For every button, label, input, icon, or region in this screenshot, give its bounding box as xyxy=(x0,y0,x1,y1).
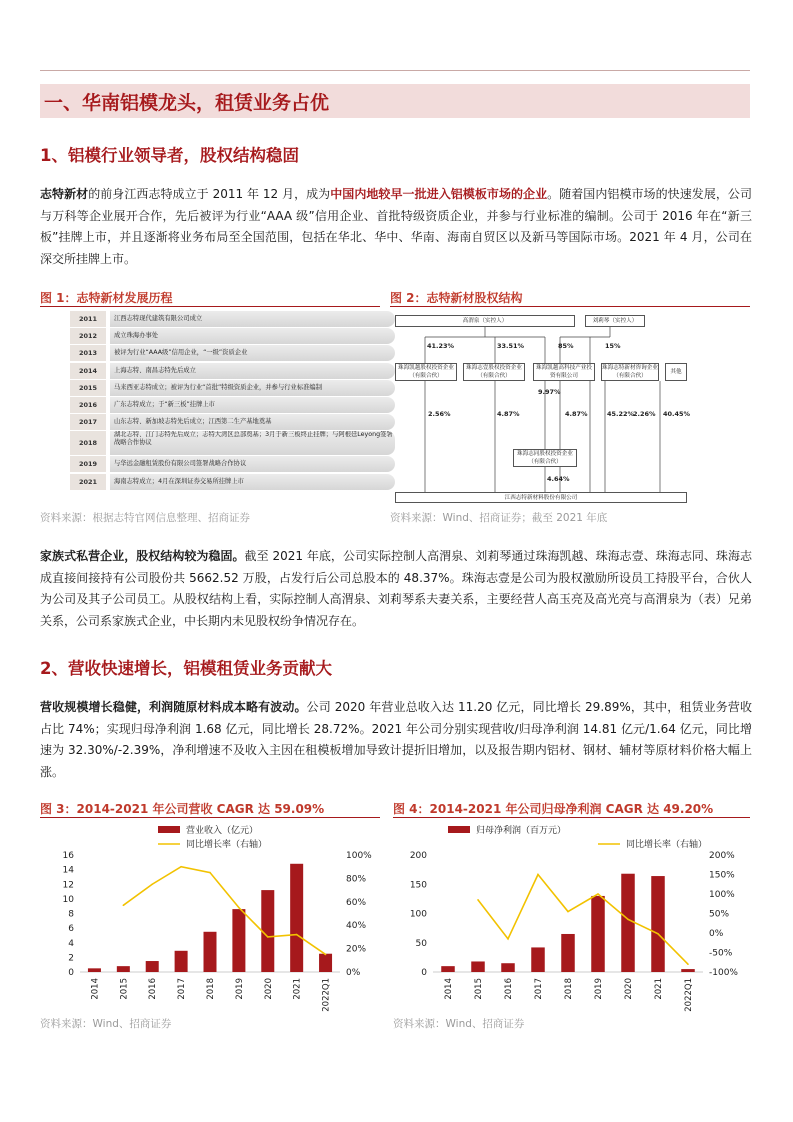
x-tick: 2021 xyxy=(292,978,303,1000)
bar-2021 xyxy=(651,876,665,972)
y-right-tick: 40% xyxy=(346,921,367,932)
fig2-rule xyxy=(390,306,750,307)
timeline-year: 2014 xyxy=(70,363,106,379)
y-left-tick: 10 xyxy=(62,894,74,905)
x-tick: 2022Q1 xyxy=(321,978,332,1012)
box-consult: 珠海志特新材咨询企业（有限合伙） xyxy=(602,365,658,379)
legend-swatch-bar xyxy=(158,826,180,833)
y-left-tick: 14 xyxy=(62,865,74,876)
y-left-tick: 200 xyxy=(409,851,427,861)
section-title: 一、华南铝模龙头，租赁业务占优 xyxy=(44,92,330,114)
bar-2019 xyxy=(591,896,605,972)
timeline-event: 江西志特现代建筑有限公司成立 xyxy=(110,311,395,327)
timeline-year: 2012 xyxy=(70,328,106,344)
timeline-year: 2019 xyxy=(70,456,106,472)
legend-label-line: 同比增长率（右轴） xyxy=(626,840,708,850)
x-tick: 2015 xyxy=(119,978,130,1000)
bar-2014 xyxy=(88,968,101,972)
timeline-event: 上海志特、南昌志特先后成立 xyxy=(110,363,395,379)
paragraph-ownership xyxy=(40,546,752,632)
y-right-tick: 20% xyxy=(346,944,367,955)
y-right-tick: 50% xyxy=(709,909,730,920)
x-tick: 2017 xyxy=(177,978,188,1000)
timeline-row xyxy=(70,345,370,362)
paragraph-revenue xyxy=(40,697,752,783)
timeline-event: 马来西亚志特成立；被评为行业“首批”特级资质企业，并参与行业标准编制 xyxy=(110,380,395,396)
growth-point-2017 xyxy=(180,866,182,868)
intro-highlight: 中国内地较早一批进入铝模板市场的企业 xyxy=(330,187,548,201)
growth-point-2021 xyxy=(657,933,659,935)
paragraph-intro xyxy=(40,184,752,270)
x-tick: 2015 xyxy=(474,978,484,1000)
bar-2019 xyxy=(232,909,245,972)
bar-2020 xyxy=(621,874,635,972)
box-kaiyue: 珠海凯越股权投资企业（有限合伙） xyxy=(395,363,457,381)
timeline-event: 山东志特、新加坡志特先后成立；江西第二生产基地奠基 xyxy=(110,414,395,430)
timeline-event: 广东志特成立；于“新三板”挂牌上市 xyxy=(110,397,395,413)
x-tick: 2014 xyxy=(90,978,101,1000)
x-tick: 2019 xyxy=(594,978,604,1000)
timeline-row xyxy=(70,431,393,456)
x-tick: 2018 xyxy=(564,978,574,1000)
y-right-tick: 80% xyxy=(346,874,367,885)
y-left-tick: 50 xyxy=(415,938,427,949)
box-gao: 高渭泉（实控人） xyxy=(395,315,575,327)
equity-diagram xyxy=(395,309,690,505)
y-left-tick: 16 xyxy=(62,851,74,861)
revenue-lead: 营收规模增长稳健，利润随原材料成本略有波动。 xyxy=(40,700,307,714)
growth-point-2015 xyxy=(477,899,479,901)
legend-label-bar: 归母净利润（百万元） xyxy=(476,826,567,836)
intro-text-1: 的前身江西志特成立于 2011 年 12 月，成为 xyxy=(88,187,331,201)
timeline-year: 2013 xyxy=(70,345,106,361)
ownership-lead: 家族式私营企业，股权结构较为稳固。 xyxy=(40,549,245,563)
subsection-title-1: 1、铝模行业领导者，股权结构稳固 xyxy=(40,146,299,165)
y-right-tick: 100% xyxy=(709,890,735,900)
section-heading xyxy=(40,84,750,118)
pct-41: 41.23% xyxy=(427,342,455,350)
timeline-year: 2016 xyxy=(70,397,106,413)
revenue-chart xyxy=(40,822,385,1012)
growth-point-2017 xyxy=(537,874,539,876)
box-company: 江西志特新材料股份有限公司 xyxy=(395,492,687,503)
bar-2021 xyxy=(290,864,303,972)
pct-85: 85% xyxy=(558,342,574,350)
timeline-row xyxy=(70,474,370,491)
fig2-source: 资料来源：Wind、招商证券；截至 2021 年底 xyxy=(390,512,608,524)
timeline-event: 湖北志特、江门志特先后成立；志特大湾区总部奠基；3月于新三板终止挂牌；与阿根廷Leyong签署战略合作协议 xyxy=(110,431,395,455)
x-tick: 2019 xyxy=(234,978,245,1000)
box-liu: 刘莉琴（实控人） xyxy=(585,315,645,327)
timeline-row xyxy=(70,397,370,414)
x-tick: 2017 xyxy=(534,978,544,1000)
timeline-event: 成立珠海办事处 xyxy=(110,328,395,344)
bar-2014 xyxy=(441,966,455,972)
x-tick: 2016 xyxy=(148,978,159,1000)
box-zhitong: 珠海志同股权投资企业（有限合伙） xyxy=(513,449,577,467)
legend-swatch-bar xyxy=(448,826,470,833)
intro-text-2: 。随着国内铝模市场的快速发展，公司与万科等企业展开合作，先后被评为行业“AAA 级”信用企业、首批特级资质企业，并参与行业标准的编制。公司于 2016 年在“新三板”挂牌上市，并且逐渐将业务布局至全国范围，包括在华北、华中、华南、海南自贸区以及新马等国际市场。2021 年 4 月，公司在深交所挂牌上市。 xyxy=(40,187,752,266)
fig2-title: 图 2：志特新材股权结构 xyxy=(390,291,523,305)
growth-point-2016 xyxy=(151,883,153,885)
fig3-source: 资料来源：Wind、招商证券 xyxy=(40,1018,172,1030)
pct-487-a: 4.87% xyxy=(497,410,520,418)
y-right-tick: 0% xyxy=(346,968,361,978)
timeline-row xyxy=(70,311,370,328)
y-left-tick: 150 xyxy=(409,880,427,891)
box-zhiyi: 珠海志壹股权投资企业（有限合伙） xyxy=(463,363,525,381)
bar-2017 xyxy=(531,947,545,972)
company-name: 志特新材 xyxy=(40,187,89,201)
pct-4045: 40.45% xyxy=(663,410,691,418)
timeline-row xyxy=(70,456,370,473)
fig3-rule xyxy=(40,817,380,818)
y-right-tick: -100% xyxy=(709,968,738,978)
bar-2016 xyxy=(146,961,159,972)
timeline xyxy=(70,311,393,491)
fig1-rule xyxy=(40,306,380,307)
x-tick: 2018 xyxy=(206,978,216,1000)
x-tick: 2020 xyxy=(624,978,634,1000)
fig3-title: 图 3：2014-2021 年公司营收 CAGR 达 59.09% xyxy=(40,802,325,816)
pct-256: 2.56% xyxy=(428,410,451,418)
growth-point-2022Q1 xyxy=(687,963,689,965)
box-other: 其他 xyxy=(665,363,687,381)
fig4-rule xyxy=(393,817,750,818)
legend-label-bar: 营业收入（亿元） xyxy=(186,826,259,836)
timeline-row xyxy=(70,328,370,345)
timeline-year: 2018 xyxy=(70,431,106,455)
timeline-event: 与华远金融租赁股份有限公司签署战略合作协议 xyxy=(110,456,395,472)
y-right-tick: 0% xyxy=(709,929,724,939)
bar-2018 xyxy=(561,934,575,972)
fig1-source: 资料来源：根据志特官网信息整理、招商证券 xyxy=(40,512,250,524)
y-left-tick: 0 xyxy=(68,968,74,978)
growth-point-2021 xyxy=(296,934,298,936)
growth-point-2020 xyxy=(267,936,269,938)
bar-2022Q1 xyxy=(319,954,332,972)
fig1-title: 图 1：志特新材发展历程 xyxy=(40,291,173,305)
y-right-tick: 60% xyxy=(346,897,367,908)
ownership-text: 截至 2021 年底，公司实际控制人高渭泉、刘莉琴通过珠海凯越、珠海志壹、珠海志同、珠海志成直接间接持有公司股份共 5662.52 万股，占发行后公司总股本的 48.37%。珠海志壹是公司为股权激励所设员工持股平台，合伙人为公司及其子公司员工。从股权结构上看，实际控制人高渭泉、刘莉琴系夫妻关系，主要经营人高玉亮及高光亮与高渭泉为（表）兄弟关系，公司系家族式企业，中长期内未见股权纷争情况存在。 xyxy=(40,549,752,628)
y-left-tick: 2 xyxy=(68,953,74,964)
x-tick: 2020 xyxy=(263,978,274,1000)
timeline-event: 被评为行业“AAA级”信用企业，“一级”资质企业 xyxy=(110,345,395,361)
y-right-tick: 200% xyxy=(709,851,735,861)
y-left-tick: 8 xyxy=(68,909,74,920)
fig4-title: 图 4：2014-2021 年公司归母净利润 CAGR 达 49.20% xyxy=(393,802,714,816)
timeline-row xyxy=(70,414,370,431)
fig4-source: 资料来源：Wind、招商证券 xyxy=(393,1018,525,1030)
revenue-text: 公司 2020 年营业总收入达 11.20 亿元，同比增长 29.89%，其中，租赁业务营收占比 74%；实现归母净利润 1.68 亿元，同比增长 28.72%。2021 年公司分别实现营收/归母净利润 14.81 亿元/1.64 亿元，同比增速为 32.30%/-2.39%，净利增速不及收入主因在租模板增加导致计提折旧增加，以及报告期内铝材、钢材、辅材等原材料价格大幅上涨。 xyxy=(40,700,752,779)
bar-2015 xyxy=(471,961,485,972)
pct-464: 4.64% xyxy=(547,475,570,483)
bar-2016 xyxy=(501,963,515,972)
y-left-tick: 100 xyxy=(409,909,427,920)
equity-connectors xyxy=(395,309,690,505)
growth-point-2020 xyxy=(627,919,629,921)
timeline-year: 2011 xyxy=(70,311,106,327)
y-right-tick: -50% xyxy=(709,948,733,959)
bar-2018 xyxy=(204,932,217,972)
bar-2015 xyxy=(117,966,130,972)
y-left-tick: 4 xyxy=(68,938,74,949)
x-tick: 2021 xyxy=(654,978,664,1000)
pct-15: 15% xyxy=(605,342,621,350)
x-tick: 2022Q1 xyxy=(684,978,694,1012)
header-rule xyxy=(40,70,750,71)
growth-point-2019 xyxy=(238,907,240,909)
growth-point-2016 xyxy=(507,938,509,940)
legend-label-line: 同比增长率（右轴） xyxy=(186,840,268,850)
y-right-tick: 100% xyxy=(346,851,372,861)
growth-point-2022Q1 xyxy=(325,954,327,956)
timeline-year: 2015 xyxy=(70,380,106,396)
timeline-row xyxy=(70,380,370,397)
subsection-title-2: 2、营收快速增长，铝模租赁业务贡献大 xyxy=(40,659,332,678)
growth-point-2015 xyxy=(123,905,125,907)
pct-997: 9.97% xyxy=(538,388,561,396)
y-left-tick: 12 xyxy=(62,880,74,891)
growth-point-2018 xyxy=(209,872,211,874)
y-left-tick: 0 xyxy=(421,968,427,978)
pct-33: 33.51% xyxy=(497,342,525,350)
pct-487-b: 4.87% xyxy=(565,410,588,418)
timeline-year: 2017 xyxy=(70,414,106,430)
bar-2017 xyxy=(175,951,188,972)
pct-4522: 45.22% xyxy=(607,410,635,418)
growth-point-2018 xyxy=(567,911,569,913)
box-zhicheng: 珠海凯越高科技产业投资有限公司 xyxy=(533,363,595,381)
profit-chart xyxy=(393,822,753,1012)
bar-2022Q1 xyxy=(681,969,695,972)
y-left-tick: 6 xyxy=(68,924,74,935)
timeline-row xyxy=(70,363,370,380)
y-right-tick: 150% xyxy=(709,870,735,881)
bar-2020 xyxy=(261,890,274,972)
x-tick: 2014 xyxy=(444,978,454,1000)
growth-point-2019 xyxy=(597,893,599,895)
x-tick: 2016 xyxy=(504,978,514,1000)
timeline-year: 2021 xyxy=(70,474,106,490)
pct-226: 2.26% xyxy=(633,410,656,418)
timeline-event: 海南志特成立；4月在深圳证券交易所挂牌上市 xyxy=(110,474,395,490)
